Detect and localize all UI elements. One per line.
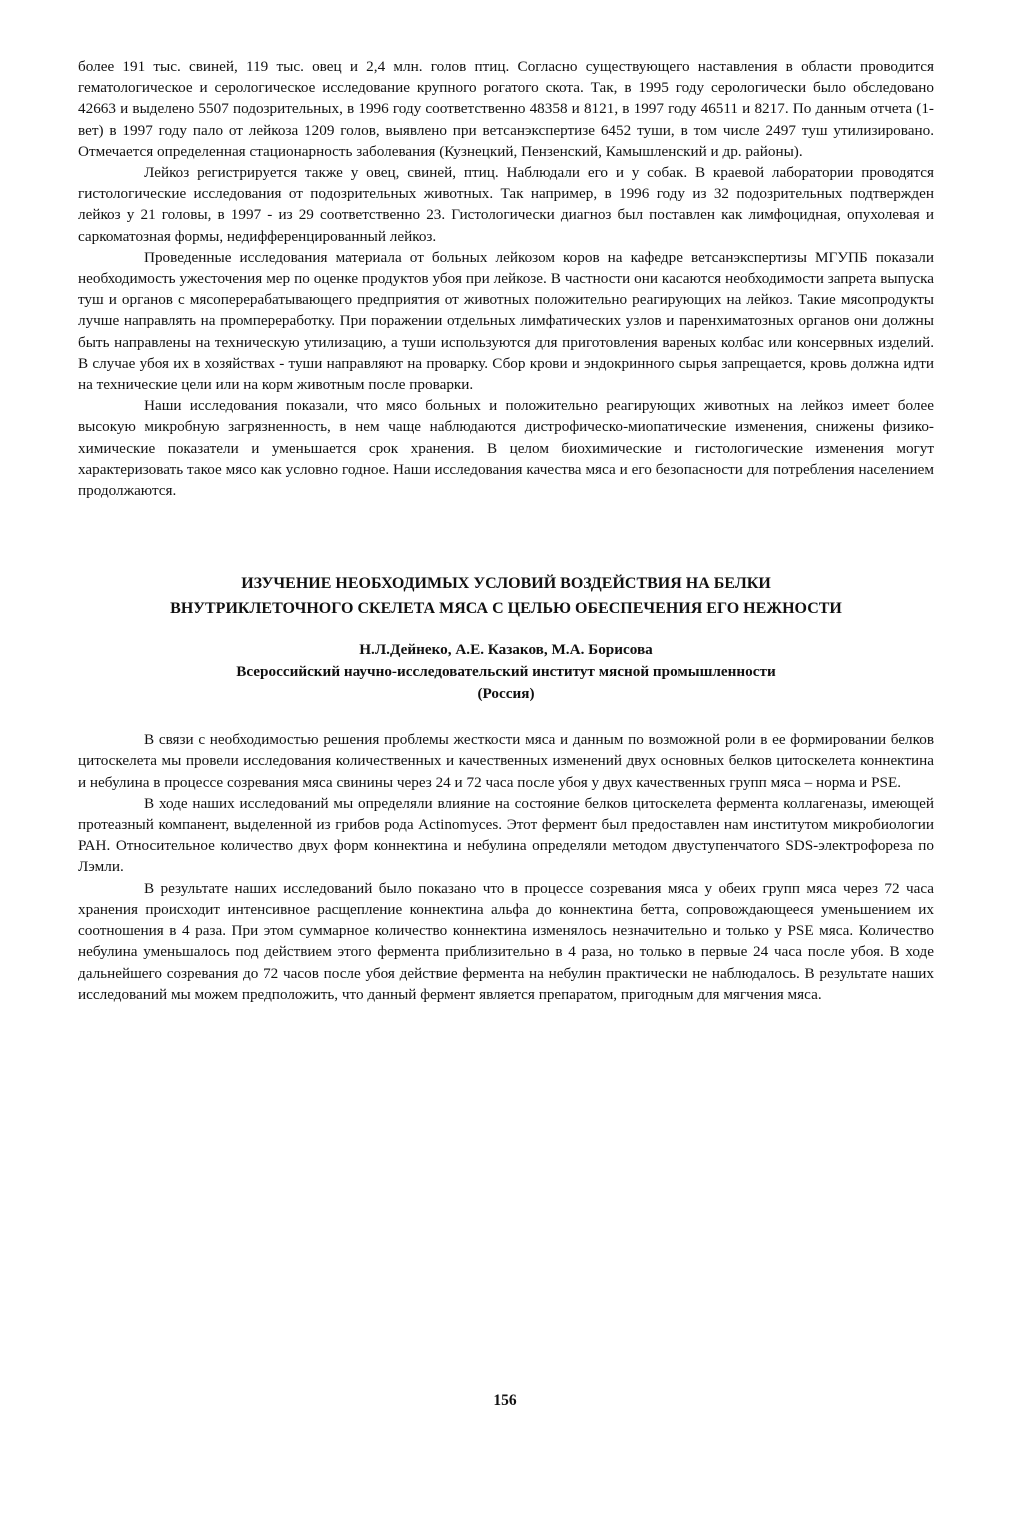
article-authors: Н.Л.Дейнеко, А.Е. Казаков, М.А. Борисова [359, 641, 653, 659]
paragraph: Наши исследования показали, что мясо больных и положительно реагирующих животных на лейкоз имеет более высокую микробную загрязненность, в нем чаще наблюдаются дистрофическо-миопатические изменения, снижены физико-химические показатели и уменьшается срок хранения. В целом биохимические и гистологические изменения могут характеризовать такое мясо как условно годное. Наши исследования качества мяса и его безопасности для потребления населением продолжаются. [78, 397, 934, 500]
article-title-line: ВНУТРИКЛЕТОЧНОГО СКЕЛЕТА МЯСА С ЦЕЛЬЮ ОБЕСПЕЧЕНИЯ ЕГО НЕЖНОСТИ [170, 600, 842, 618]
document-page [78, 56, 934, 1005]
article-title-line: ИЗУЧЕНИЕ НЕОБХОДИМЫХ УСЛОВИЙ ВОЗДЕЙСТВИЯ НА БЕЛКИ [241, 575, 771, 593]
affiliation-country: (Россия) [477, 685, 535, 703]
paragraph: В связи с необходимостью решения проблемы жесткости мяса и данным по возможной роли в ее формировании белков цитоскелета мы провели исследования количественных и качественных изменений двух основных белков цитоскелета коннектина и небулина в процессе созревания мяса свинины через 24 и 72 часа после убоя у двух качественных групп мяса – норма и PSE. [78, 731, 934, 791]
paragraph: В ходе наших исследований мы определяли влияние на состояние белков цитоскелета фермента коллагеназы, имеющей протеазный компанент, выделенной из грибов рода Actinomyces. Этот фермент был предоставлен нам институтом микробиологии РАН. Относительное количество двух форм коннектина и небулина определяли методом двуступенчатого SDS-электрофореза по Лэмли. [78, 794, 934, 876]
article-body [78, 729, 934, 1005]
article-affiliation [78, 661, 934, 705]
paragraph: Лейкоз регистрируется также у овец, свиней, птиц. Наблюдали его и у собак. В краевой лаборатории проводятся гистологические исследования от подозрительных животных. Так например, в 1996 году из 32 подозрительных подтвержден лейкоз у 21 головы, в 1997 - из 29 соответственно 23. Гистологически диагноз был поставлен как лимфоцидная, опухолевая и саркоматозная формы, недифференцированный лейкоз. [78, 164, 934, 245]
paragraph: более 191 тыс. свиней, 119 тыс. овец и 2,4 млн. голов птиц. Согласно существующего наставления в области проводится гематологическое и серологическое исследование крупного рогатого скота. Так, в 1995 году серологически было обследовано 42663 и выделено 5507 подозрительных, в 1996 году соответственно 48358 и 8121, в 1997 году 46511 и 8217. По данным отчета (1-вет) в 1997 году пало от лейкоза 1209 голов, выявлено при ветсанэкспертизе 6452 туши, в том числе 2497 туш утилизировано. Отмечается определенная стационарность заболевания (Кузнецкий, Пензенский, Камышленский и др. районы). [78, 58, 934, 160]
paragraph: Проведенные исследования материала от больных лейкозом коров на кафедре ветсанэкспертизы МГУПБ показали необходимость ужесточения мер по оценке продуктов убоя при лейкозе. В частности они касаются необходимости запрета выпуска туш и органов с мясоперерабатывающего предприятия от животных положительно реагирующих на лейкоз. Такие мясопродукты лучше направлять на промпереработку. При поражении отдельных лимфатических узлов и паренхиматозных органов они должны быть направлены на техническую утилизацию, а туши используются для приготовления вареных колбас или консервных изделий. В случае убоя их в хозяйствах - туши направляют на проварку. Сбор крови и эндокринного сырья запрещается, кровь должна идти на технические цели или на корм животным после проварки. [78, 248, 934, 394]
article-title [78, 571, 934, 621]
article [78, 571, 934, 1005]
page-number: 156 [493, 1392, 517, 1409]
previous-article-text [78, 56, 934, 501]
affiliation-line: Всероссийский научно-исследовательский институт мясной промышленности [236, 663, 776, 681]
paragraph: В результате наших исследований было показано что в процессе созревания мяса у обеих групп мяса через 72 часа хранения происходит интенсивное расщепление коннектина альфа до коннектина бетта, сопровождающееся уменьшением их соотношения в 4 раза. При этом суммарное количество коннектина изменялось незначительно и только у PSE мяса. Количество небулина уменьшалось под действием этого фермента приблизительно в 4 раза, но только в первые 24 часа после убоя. В ходе дальнейшего созревания до 72 часов после убоя действие фермента на небулин практически не наблюдалось. В результате наших исследований мы можем предположить, что данный фермент является препаратом, пригодным для мягчения мяса. [78, 879, 934, 1003]
